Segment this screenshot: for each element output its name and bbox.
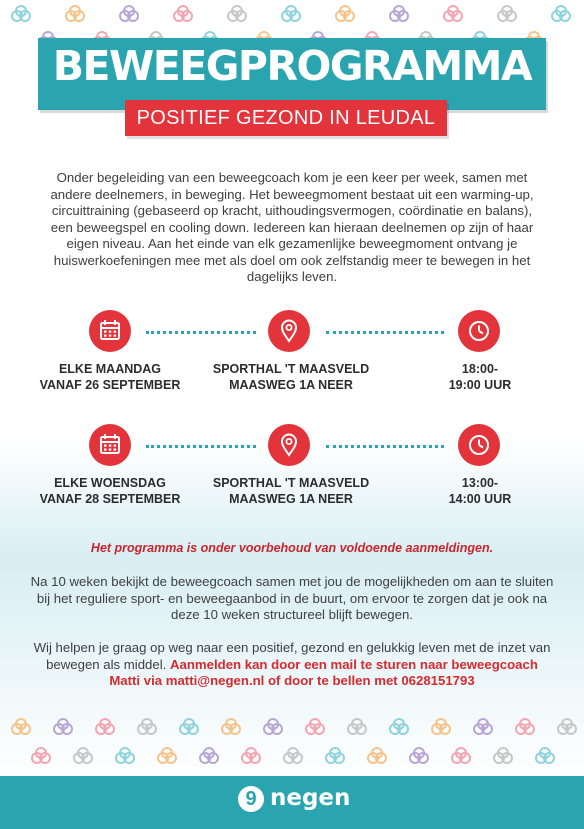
cloud-ornament-icon <box>70 746 96 766</box>
dotted-connector <box>146 331 256 334</box>
cloud-ornament-icon <box>154 746 180 766</box>
dotted-connector <box>326 445 444 448</box>
cloud-ornament-icon <box>532 746 558 766</box>
page-title: BEWEEGPROGRAMMA <box>52 42 532 90</box>
signup-intro-text: Wij helpen je graag op weg naar een positief, gezond en gelukkig leven met de inzet van bewegen als middel. <box>33 640 551 672</box>
disclaimer-note: Het programma is onder voorbehoud van voldoende aanmeldingen. <box>90 541 494 555</box>
cloud-ornament-icon <box>238 746 264 766</box>
cloud-ornament-icon <box>512 717 538 737</box>
cloud-ornament-icon <box>448 746 474 766</box>
cloud-ornament-icon <box>50 717 76 737</box>
location-pin-icon <box>268 310 310 352</box>
cloud-ornament-icon <box>112 746 138 766</box>
cloud-ornament-icon <box>364 746 390 766</box>
followup-paragraph: Na 10 weken bekijkt de beweegcoach samen met jou de mogelijkheden om aan te sluiten bij het reguliere sport- en beweegaanbod in de buurt, om ervoor te zorgen dat je ook na deze 10 weken structureel blijft bewegen. <box>30 574 554 622</box>
cloud-ornament-icon <box>386 717 412 737</box>
cloud-ornament-icon <box>322 746 348 766</box>
location-pin-icon <box>268 424 310 466</box>
decorative-ornament-row-top <box>0 4 584 32</box>
cloud-ornament-icon <box>344 717 370 737</box>
cloud-ornament-icon <box>386 4 412 24</box>
cloud-ornament-icon <box>62 4 88 24</box>
signup-paragraph <box>30 640 554 690</box>
cloud-ornament-icon <box>116 4 142 24</box>
cloud-ornament-icon <box>406 746 432 766</box>
cloud-ornament-icon <box>428 717 454 737</box>
cloud-ornament-icon <box>8 4 34 24</box>
decorative-ornament-row-bottom-2 <box>0 746 584 774</box>
dotted-connector <box>326 331 444 334</box>
intro-paragraph: Onder begeleiding van een beweegcoach kom je een keer per week, samen met andere deelnemers, in beweging. Het beweegmoment bestaat uit een warming-up, circuittraining (gebaseerd op kracht, uithoudingsvermogen, coördinatie en balans), een beweegspel en cooling down. Iedereen kan hieraan deelnemen op zijn of haar eigen niveau. Aan het einde van elk gezamenlijke beweegmoment ontvang je huiswerkoefeningen mee met als doel om ook zelfstandig meer te bewegen in het dagelijks leven. <box>50 170 534 284</box>
cloud-ornament-icon <box>8 717 34 737</box>
calendar-icon <box>89 310 131 352</box>
page-subtitle: POSITIEF GEZOND IN LEUDAL <box>136 107 436 129</box>
negen-logo-glyph: 9 <box>245 788 257 810</box>
cloud-ornament-icon <box>218 717 244 737</box>
clock-icon <box>458 424 500 466</box>
cloud-ornament-icon <box>176 717 202 737</box>
cloud-ornament-icon <box>280 746 306 766</box>
cloud-ornament-icon <box>224 4 250 24</box>
dotted-connector <box>146 445 256 448</box>
cloud-ornament-icon <box>440 4 466 24</box>
calendar-icon <box>89 424 131 466</box>
subtitle-banner <box>125 100 447 136</box>
cloud-ornament-icon <box>278 4 304 24</box>
cloud-ornament-icon <box>28 746 54 766</box>
cloud-ornament-icon <box>92 717 118 737</box>
cloud-ornament-icon <box>490 746 516 766</box>
cloud-ornament-icon <box>196 746 222 766</box>
session-time: 13:00- 14:00 UUR <box>448 476 512 506</box>
cloud-ornament-icon <box>170 4 196 24</box>
cloud-ornament-icon <box>494 4 520 24</box>
session-day: ELKE MAANDAG VANAF 26 SEPTEMBER <box>39 362 181 392</box>
decorative-ornament-row-bottom-1 <box>0 717 584 745</box>
cloud-ornament-icon <box>548 4 574 24</box>
negen-logo-text: negen <box>270 785 351 811</box>
session-location: SPORTHAL 'T MAASVELD MAASWEG 1A NEER <box>212 362 370 392</box>
cloud-ornament-icon <box>302 717 328 737</box>
cloud-ornament-icon <box>260 717 286 737</box>
session-day: ELKE WOENSDAG VANAF 28 SEPTEMBER <box>39 476 181 506</box>
cloud-ornament-icon <box>554 717 580 737</box>
session-location: SPORTHAL 'T MAASVELD MAASWEG 1A NEER <box>212 476 370 506</box>
cloud-ornament-icon <box>134 717 160 737</box>
cloud-ornament-icon <box>470 717 496 737</box>
cloud-ornament-icon <box>332 4 358 24</box>
signup-contact-text[interactable]: Aanmelden kan door een mail te sturen naar beweegcoach Matti via matti@negen.nl of door te bellen met 0628151793 <box>109 656 538 688</box>
session-time: 18:00- 19:00 UUR <box>448 362 512 392</box>
clock-icon <box>458 310 500 352</box>
